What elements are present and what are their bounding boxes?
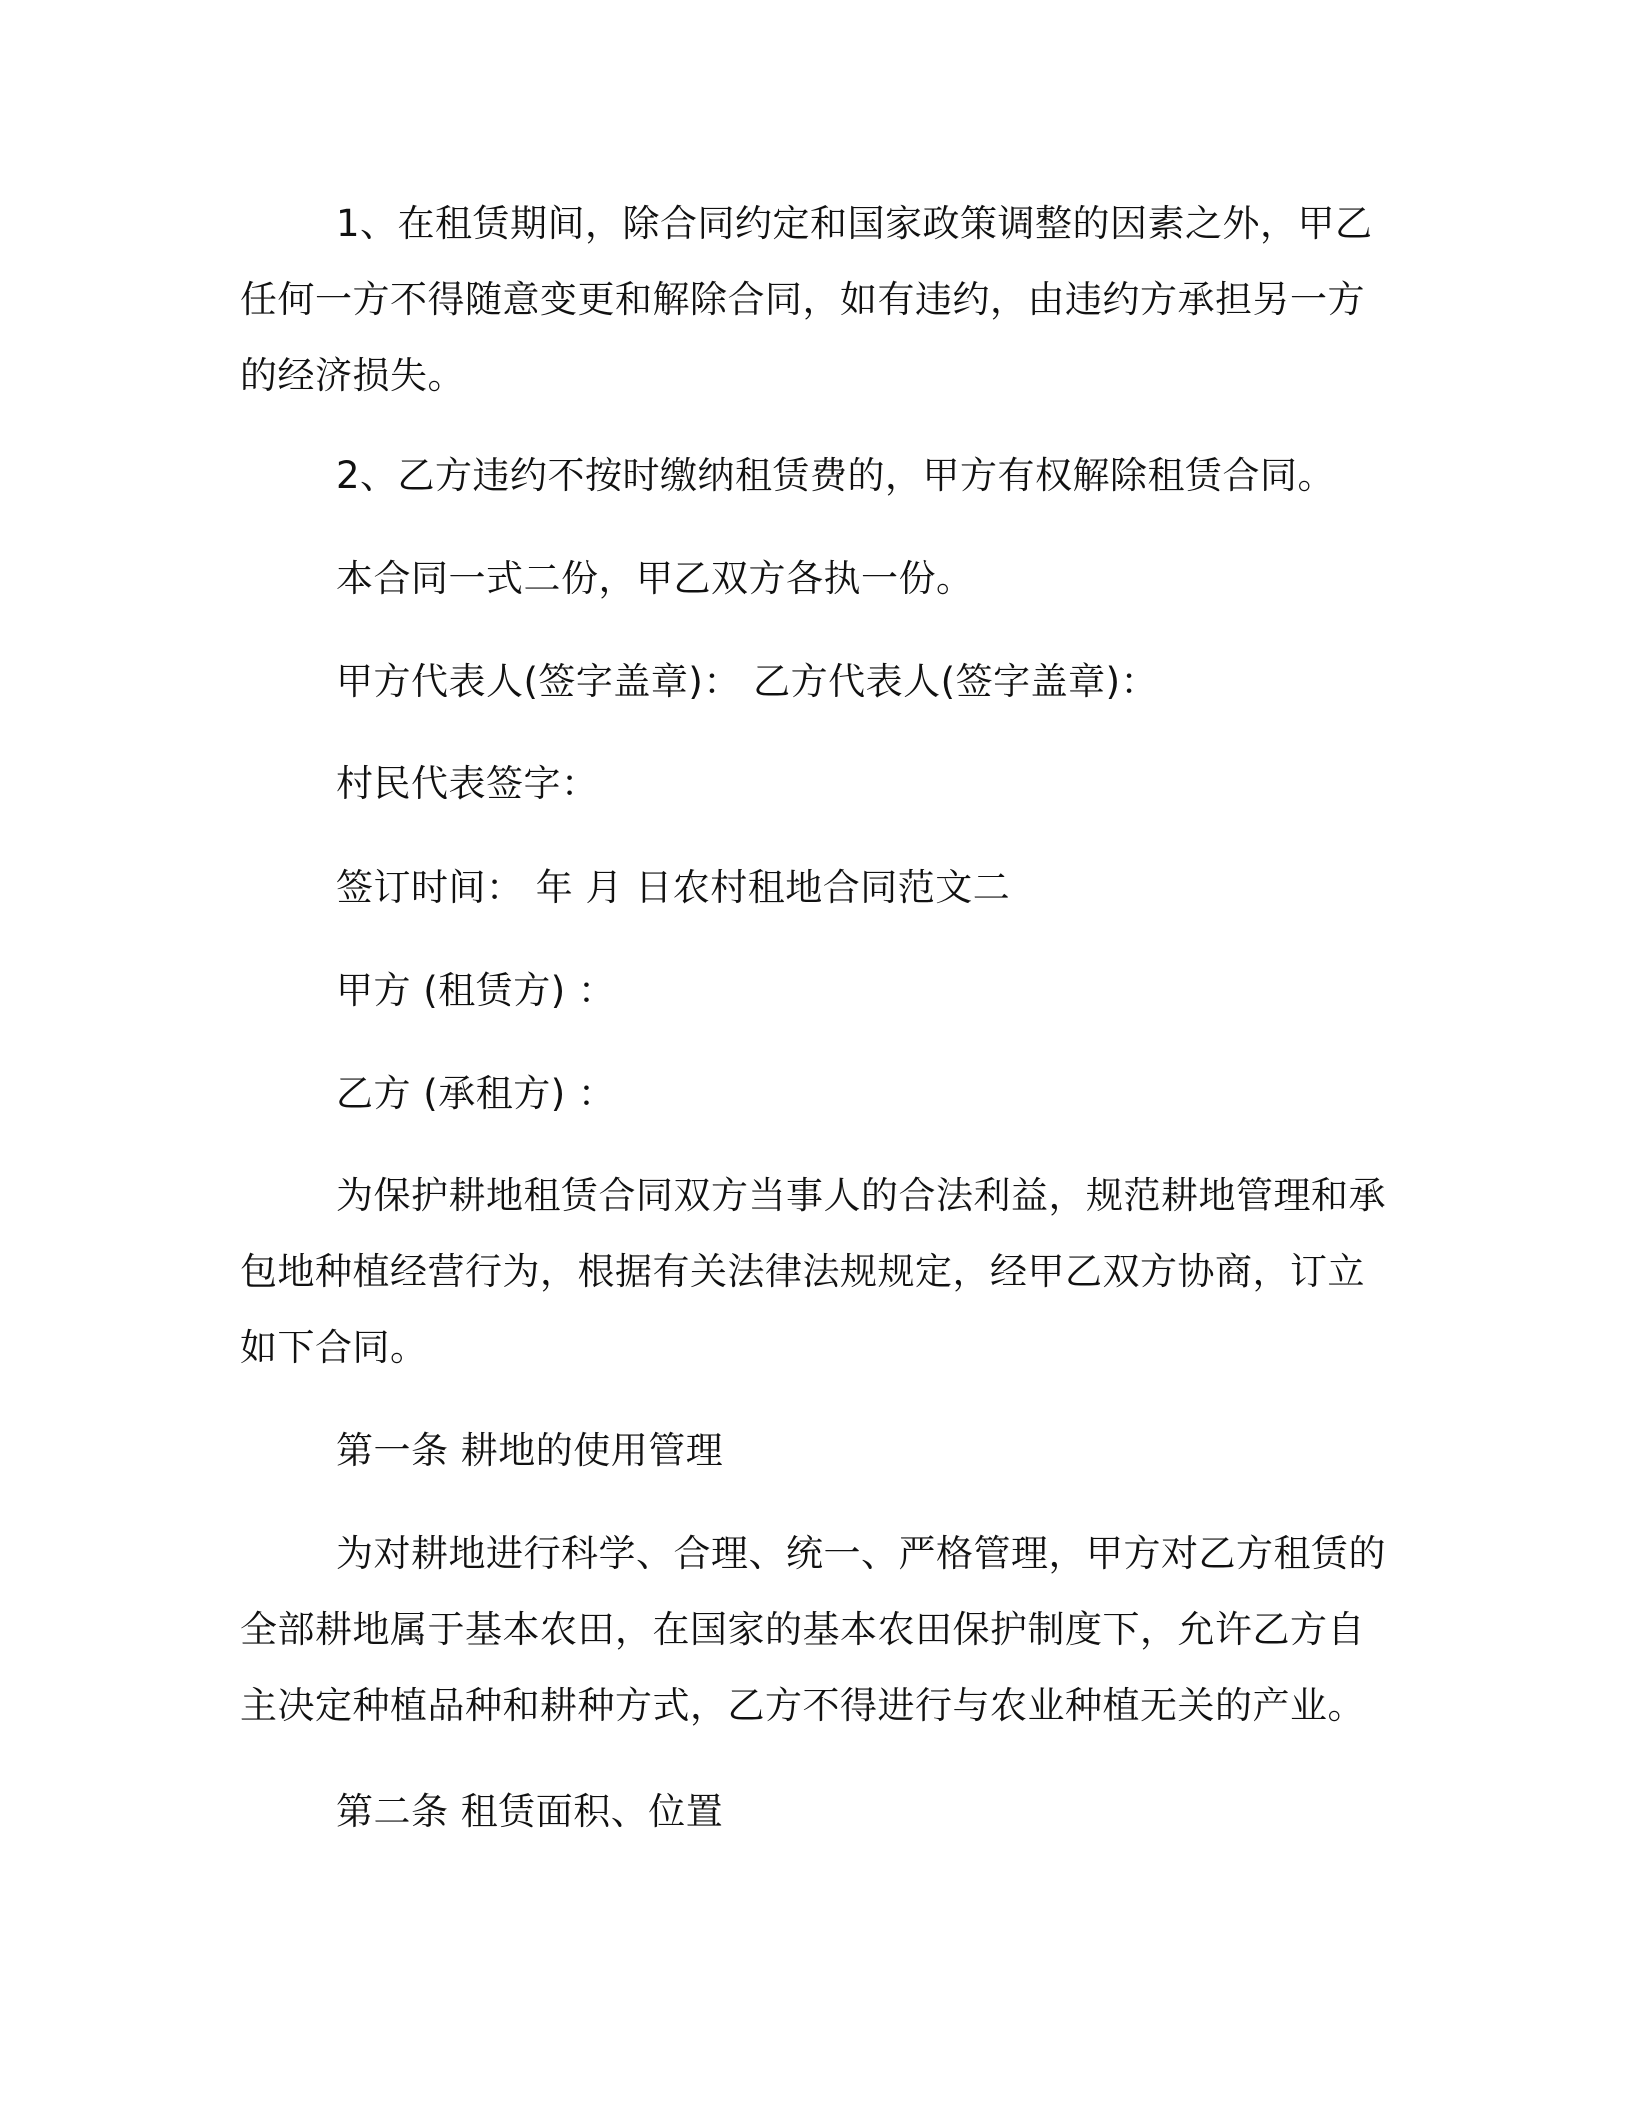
paragraph-villager-signature: 村民代表签字： (336, 762, 599, 805)
paragraph-signing-date: 签订时间： 年 月 日农村租地合同范文二 (336, 866, 1011, 909)
paragraph-party-b: 乙方 (承租方) ： (336, 1072, 616, 1115)
paragraph-contract-purpose: 为保护耕地租赁合同双方当事人的合法利益，规范耕地管理和承包地种植经营行为，根据有关法律法规规定，经甲乙双方协商，订立如下合同。 (240, 1174, 1386, 1369)
article-one-heading: 第一条 耕地的使用管理 (336, 1429, 724, 1472)
paragraph-breach-clause: 1、在租赁期间，除合同约定和国家政策调整的因素之外，甲乙任何一方不得随意变更和解除合同，如有违约，由违约方承担另一方的经济损失。 (240, 202, 1373, 397)
paragraph-land-use-management: 为对耕地进行科学、合理、统一、严格管理，甲方对乙方租赁的全部耕地属于基本农田，在国家的基本农田保护制度下，允许乙方自主决定种植品种和耕种方式，乙方不得进行与农业种植无关的产业。 (240, 1532, 1386, 1727)
paragraph-rent-payment-clause: 2、乙方违约不按时缴纳租赁费的，甲方有权解除租赁合同。 (336, 454, 1336, 497)
paragraph-representative-signatures: 甲方代表人(签字盖章)： 乙方代表人(签字盖章)： (336, 660, 1159, 703)
article-two-heading: 第二条 租赁面积、位置 (336, 1790, 724, 1833)
paragraph-copies-clause: 本合同一式二份，甲乙双方各执一份。 (336, 557, 974, 600)
paragraph-party-a: 甲方 (租赁方) ： (336, 969, 616, 1012)
